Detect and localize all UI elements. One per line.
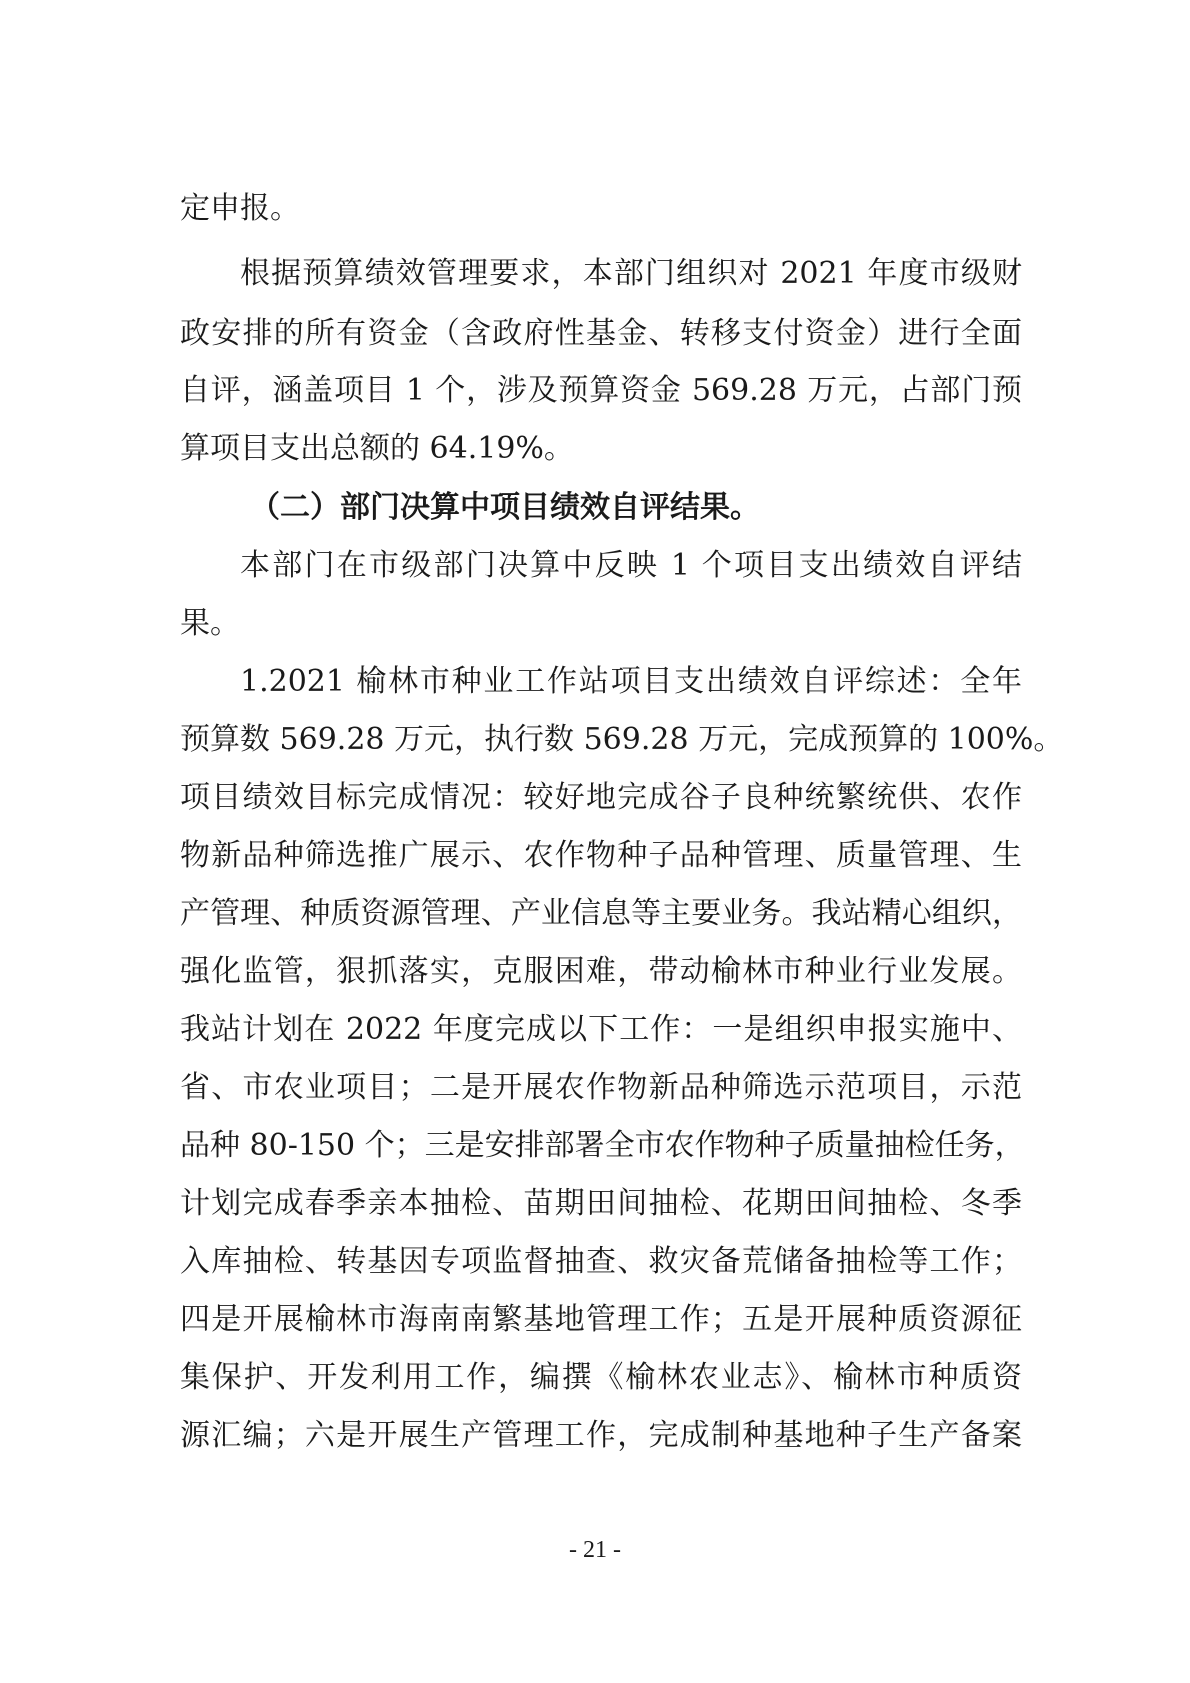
text-line: 入库抽检、转基因专项监督抽查、救灾备荒储备抽检等工作； — [180, 1244, 1022, 1279]
text-line: 四是开展榆林市海南南繁基地管理工作；五是开展种质资源征 — [180, 1302, 1022, 1337]
text-line: 省、市农业项目；二是开展农作物新品种筛选示范项目，示范 — [180, 1070, 1022, 1105]
text-line: 强化监管，狠抓落实，克服困难，带动榆林市种业行业发展。 — [180, 954, 1022, 989]
text-line: 自评，涵盖项目 1 个，涉及预算资金 569.28 万元，占部门预 — [180, 373, 1022, 408]
text-line: 计划完成春季亲本抽检、苗期田间抽检、花期田间抽检、冬季 — [180, 1186, 1022, 1221]
text-line: 项目绩效目标完成情况：较好地完成谷子良种统繁统供、农作 — [180, 780, 1022, 815]
text-line: 算项目支出总额的 64.19%。 — [180, 431, 574, 466]
text-line: 集保护、开发利用工作，编撰《榆林农业志》、榆林市种质资 — [180, 1360, 1022, 1395]
text-line: 定申报。 — [180, 191, 300, 226]
text-line: 预算数 569.28 万元，执行数 569.28 万元，完成预算的 100%。 — [180, 722, 1064, 757]
text-line: 本部门在市级部门决算中反映 1 个项目支出绩效自评结 — [240, 548, 1022, 583]
text-line: 源汇编；六是开展生产管理工作，完成制种基地种子生产备案 — [180, 1418, 1022, 1453]
text-line: 品种 80-150 个；三是安排部署全市农作物种子质量抽检任务， — [180, 1128, 1025, 1163]
text-line: 1.2021 榆林市种业工作站项目支出绩效自评综述：全年 — [240, 664, 1022, 699]
text-line: 产管理、种质资源管理、产业信息等主要业务。我站精心组织， — [180, 896, 1022, 931]
text-line: 政安排的所有资金（含政府性基金、转移支付资金）进行全面 — [180, 316, 1022, 351]
text-line: 根据预算绩效管理要求，本部门组织对 2021 年度市级财 — [240, 256, 1022, 291]
text-line: 果。 — [180, 606, 240, 641]
text-line: 我站计划在 2022 年度完成以下工作：一是组织申报实施中、 — [180, 1012, 1022, 1047]
text-line: 物新品种筛选推广展示、农作物种子品种管理、质量管理、生 — [180, 838, 1022, 873]
section-heading: （二）部门决算中项目绩效自评结果。 — [250, 490, 760, 525]
page-number: - 21 - — [569, 1537, 621, 1563]
